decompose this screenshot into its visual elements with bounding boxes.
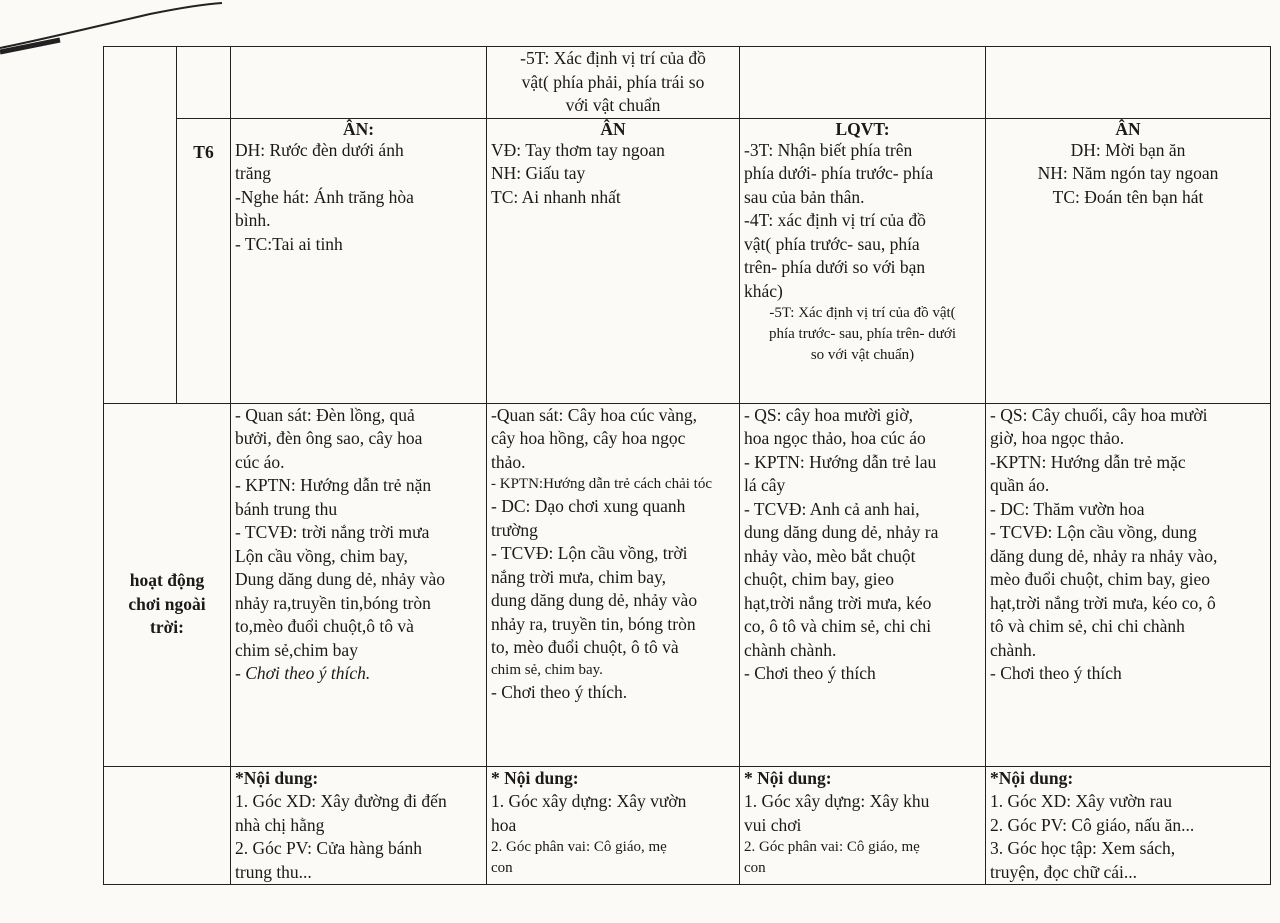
- cell-heading: ÂN: [1115, 118, 1141, 139]
- cell-t6-f: [986, 118, 1271, 403]
- text-line: -Nghe hát: Ánh trăng hòa: [235, 186, 414, 207]
- text-line: vật( phía trước- sau, phía: [744, 233, 920, 254]
- cell-corner-f: [986, 766, 1271, 885]
- text-line: trăng: [235, 163, 271, 183]
- text-line: so với vật chuẩn): [810, 347, 915, 363]
- text-line: hoa ngọc thảo, hoa cúc áo: [744, 428, 926, 448]
- text-line: -4T: xác định vị trí của đồ: [744, 210, 926, 230]
- cell-corner-e: [740, 766, 986, 885]
- text-line: - Chơi theo ý thích: [990, 663, 1122, 683]
- text-line: NH: Giấu tay: [491, 163, 586, 183]
- text-line: nhảy ra, truyền tin, bóng tròn: [491, 613, 696, 634]
- text-line: tô và chim sẻ, chi chi chành: [990, 616, 1185, 636]
- cell-heading: LQVT:: [835, 118, 890, 139]
- text-line: con: [491, 860, 513, 876]
- text-line: - TCVĐ: Anh cả anh hai,: [744, 498, 920, 519]
- text-line: 1. Góc xây dựng: Xây khu: [744, 791, 930, 811]
- cell-outdoor-d: [487, 403, 740, 766]
- text-line: lá cây: [744, 475, 786, 495]
- text-line: - TCVĐ: Lộn cầu vồng, trời: [491, 543, 688, 563]
- text-line: phía trước- sau, phía trên- dưới: [768, 326, 957, 342]
- text-line: -KPTN: Hướng dẫn trẻ mặc: [990, 451, 1186, 472]
- text-line: co, ô tô và chim sẻ, chi chi: [744, 616, 932, 636]
- text-line: giờ, hoa ngọc thảo.: [990, 428, 1125, 448]
- text-line: trên- phía dưới so với bạn: [744, 257, 926, 277]
- cell-heading: *Nội dung:: [235, 767, 319, 788]
- cell: [487, 47, 740, 119]
- text-line: VĐ: Tay thơm tay ngoan: [491, 139, 665, 160]
- text-line: to, mèo đuổi chuột, ô tô và: [491, 637, 679, 657]
- cell: [986, 47, 1271, 119]
- text-line: 2. Góc PV: Cô giáo, nấu ăn...: [990, 814, 1195, 835]
- text-line: 2. Góc phân vai: Cô giáo, mẹ: [491, 839, 667, 855]
- text-line: to,mèo đuổi chuột,ô tô và: [235, 616, 414, 636]
- text-line: -5T: Xác định vị trí của đồ: [520, 48, 706, 68]
- text-line: bưởi, đèn ông sao, cây hoa: [235, 428, 423, 448]
- text-line: - TCVĐ: Lộn cầu vồng, dung: [990, 522, 1197, 542]
- text-line: vui chơi: [744, 814, 802, 835]
- text-line: nắng trời mưa, chim bay,: [491, 566, 667, 587]
- cell: [740, 47, 986, 119]
- cell-t6-e: [740, 118, 986, 403]
- text-line: sau của bản thân.: [744, 186, 865, 207]
- text-line: 2. Góc PV: Cửa hàng bánh: [235, 838, 423, 858]
- cell-heading: ÂN:: [342, 118, 375, 139]
- table-row: [104, 118, 1271, 403]
- text-line: TC: Đoán tên bạn hát: [1052, 186, 1204, 207]
- text-line: DH: Mời bạn ăn: [1070, 139, 1186, 160]
- text-line: chành chành.: [744, 639, 837, 660]
- text-line: - TCVĐ: trời nắng trời mưa: [235, 522, 430, 542]
- text-line: cúc áo.: [235, 451, 285, 472]
- cell-outdoor-c: [231, 403, 487, 766]
- text-line: nhà chị hằng: [235, 814, 325, 835]
- text-line: truyện, đọc chữ cái...: [990, 861, 1137, 882]
- text-line: -3T: Nhận biết phía trên: [744, 139, 913, 160]
- text-line: với vật chuẩn: [565, 95, 661, 115]
- text-line: Lộn cầu vồng, chim bay,: [235, 545, 408, 566]
- text-line: nhảy vào, mèo bắt chuột: [744, 545, 916, 566]
- text-line: Dung dăng dung dẻ, nhảy vào: [235, 569, 445, 589]
- section-label-corner: [104, 766, 231, 885]
- text-line: -Quan sát: Cây hoa cúc vàng,: [491, 404, 698, 425]
- cell-heading: * Nội dung:: [491, 767, 579, 788]
- day-cell: [177, 47, 231, 119]
- cell-outdoor-e: [740, 403, 986, 766]
- text-line: hoa: [491, 814, 517, 835]
- text-line: khác): [744, 280, 783, 301]
- text-line: - DC: Thăm vườn hoa: [990, 498, 1145, 519]
- text-line: - DC: Dạo chơi xung quanh: [491, 496, 686, 516]
- cell-corner-c: [231, 766, 487, 885]
- weekly-plan-table: [103, 46, 1271, 885]
- text-line: 1. Góc xây dựng: Xây vườn: [491, 791, 687, 811]
- text-line: bình.: [235, 210, 271, 230]
- text-line: -5T: Xác định vị trí của đồ vật(: [769, 305, 956, 321]
- text-line: dăng dung dẻ, nhảy ra nhảy vào,: [990, 545, 1218, 566]
- text-line: thảo.: [491, 451, 526, 472]
- text-line: chơi ngoài: [128, 593, 206, 614]
- table-row: [104, 47, 1271, 119]
- cell-outdoor-f: [986, 403, 1271, 766]
- text-line: trung thu...: [235, 861, 312, 882]
- text-line: - TC:Tai ai tinh: [235, 233, 343, 254]
- text-line: chuột, chim bay, gieo: [744, 569, 895, 589]
- text-line: con: [744, 860, 766, 876]
- text-line: 3. Góc học tập: Xem sách,: [990, 838, 1176, 858]
- text-line: - KPTN: Hướng dẫn trẻ lau: [744, 451, 937, 472]
- section-label-outdoor: [104, 403, 231, 766]
- table-row: [104, 766, 1271, 885]
- text-line: - KPTN:Hướng dẫn trẻ cách chải tóc: [491, 476, 712, 492]
- text-line: bánh trung thu: [235, 498, 338, 519]
- text-line: - QS: Cây chuối, cây hoa mười: [990, 404, 1208, 425]
- text-line: - Quan sát: Đèn lồng, quả: [235, 404, 415, 425]
- text-line: - KPTN: Hướng dẫn trẻ nặn: [235, 475, 432, 495]
- text-line: - Chơi theo ý thích: [744, 663, 876, 683]
- text-line: trường: [491, 519, 538, 540]
- text-line: 1. Góc XD: Xây đường đi đến: [235, 791, 447, 811]
- cell-t6-d: [487, 118, 740, 403]
- text-line: DH: Rước đèn dưới ánh: [235, 139, 404, 160]
- text-line: hoạt động: [129, 570, 205, 591]
- cell-heading: *Nội dung:: [990, 767, 1074, 788]
- cell-corner-d: [487, 766, 740, 885]
- cell-heading: ÂN: [600, 118, 626, 139]
- cell-heading: * Nội dung:: [744, 767, 832, 788]
- table-row: [104, 403, 1271, 766]
- text-line: chành.: [990, 639, 1037, 660]
- cell: [231, 47, 487, 119]
- text-line: TC: Ai nhanh nhất: [491, 186, 621, 207]
- text-line: hạt,trời nắng trời mưa, kéo: [744, 592, 932, 613]
- text-line: dung dăng dung dẻ, nhảy ra: [744, 522, 939, 542]
- text-line: 1. Góc XD: Xây vườn rau: [990, 791, 1173, 811]
- text-line: dung dăng dung dẻ, nhảy vào: [491, 590, 698, 610]
- text-line: - Chơi theo ý thích.: [491, 681, 628, 702]
- text-line: hạt,trời nắng trời mưa, kéo co, ô: [990, 592, 1216, 613]
- text-line: vật( phía phải, phía trái so: [521, 71, 705, 92]
- text-line: 2. Góc phân vai: Cô giáo, mẹ: [744, 839, 920, 855]
- section-cell: [104, 47, 177, 404]
- text-line: chim sẻ,chim bay: [235, 639, 358, 660]
- text-line: trời:: [150, 617, 184, 638]
- text-line: quần áo.: [990, 475, 1050, 495]
- text-line: mèo đuổi chuột, chim bay, gieo: [990, 569, 1210, 589]
- text-line: - QS: cây hoa mười giờ,: [744, 404, 913, 425]
- text-line: - Chơi theo ý thích.: [235, 663, 371, 683]
- text-line: chim sẻ, chim bay.: [491, 661, 603, 678]
- text-line: nhảy ra,truyền tin,bóng tròn: [235, 592, 431, 613]
- day-label: T6: [177, 118, 231, 403]
- text-line: NH: Năm ngón tay ngoan: [1037, 163, 1219, 183]
- text-line: cây hoa hồng, cây hoa ngọc: [491, 428, 686, 448]
- cell-t6-c: [231, 118, 487, 403]
- text-line: phía dưới- phía trước- phía: [744, 163, 934, 183]
